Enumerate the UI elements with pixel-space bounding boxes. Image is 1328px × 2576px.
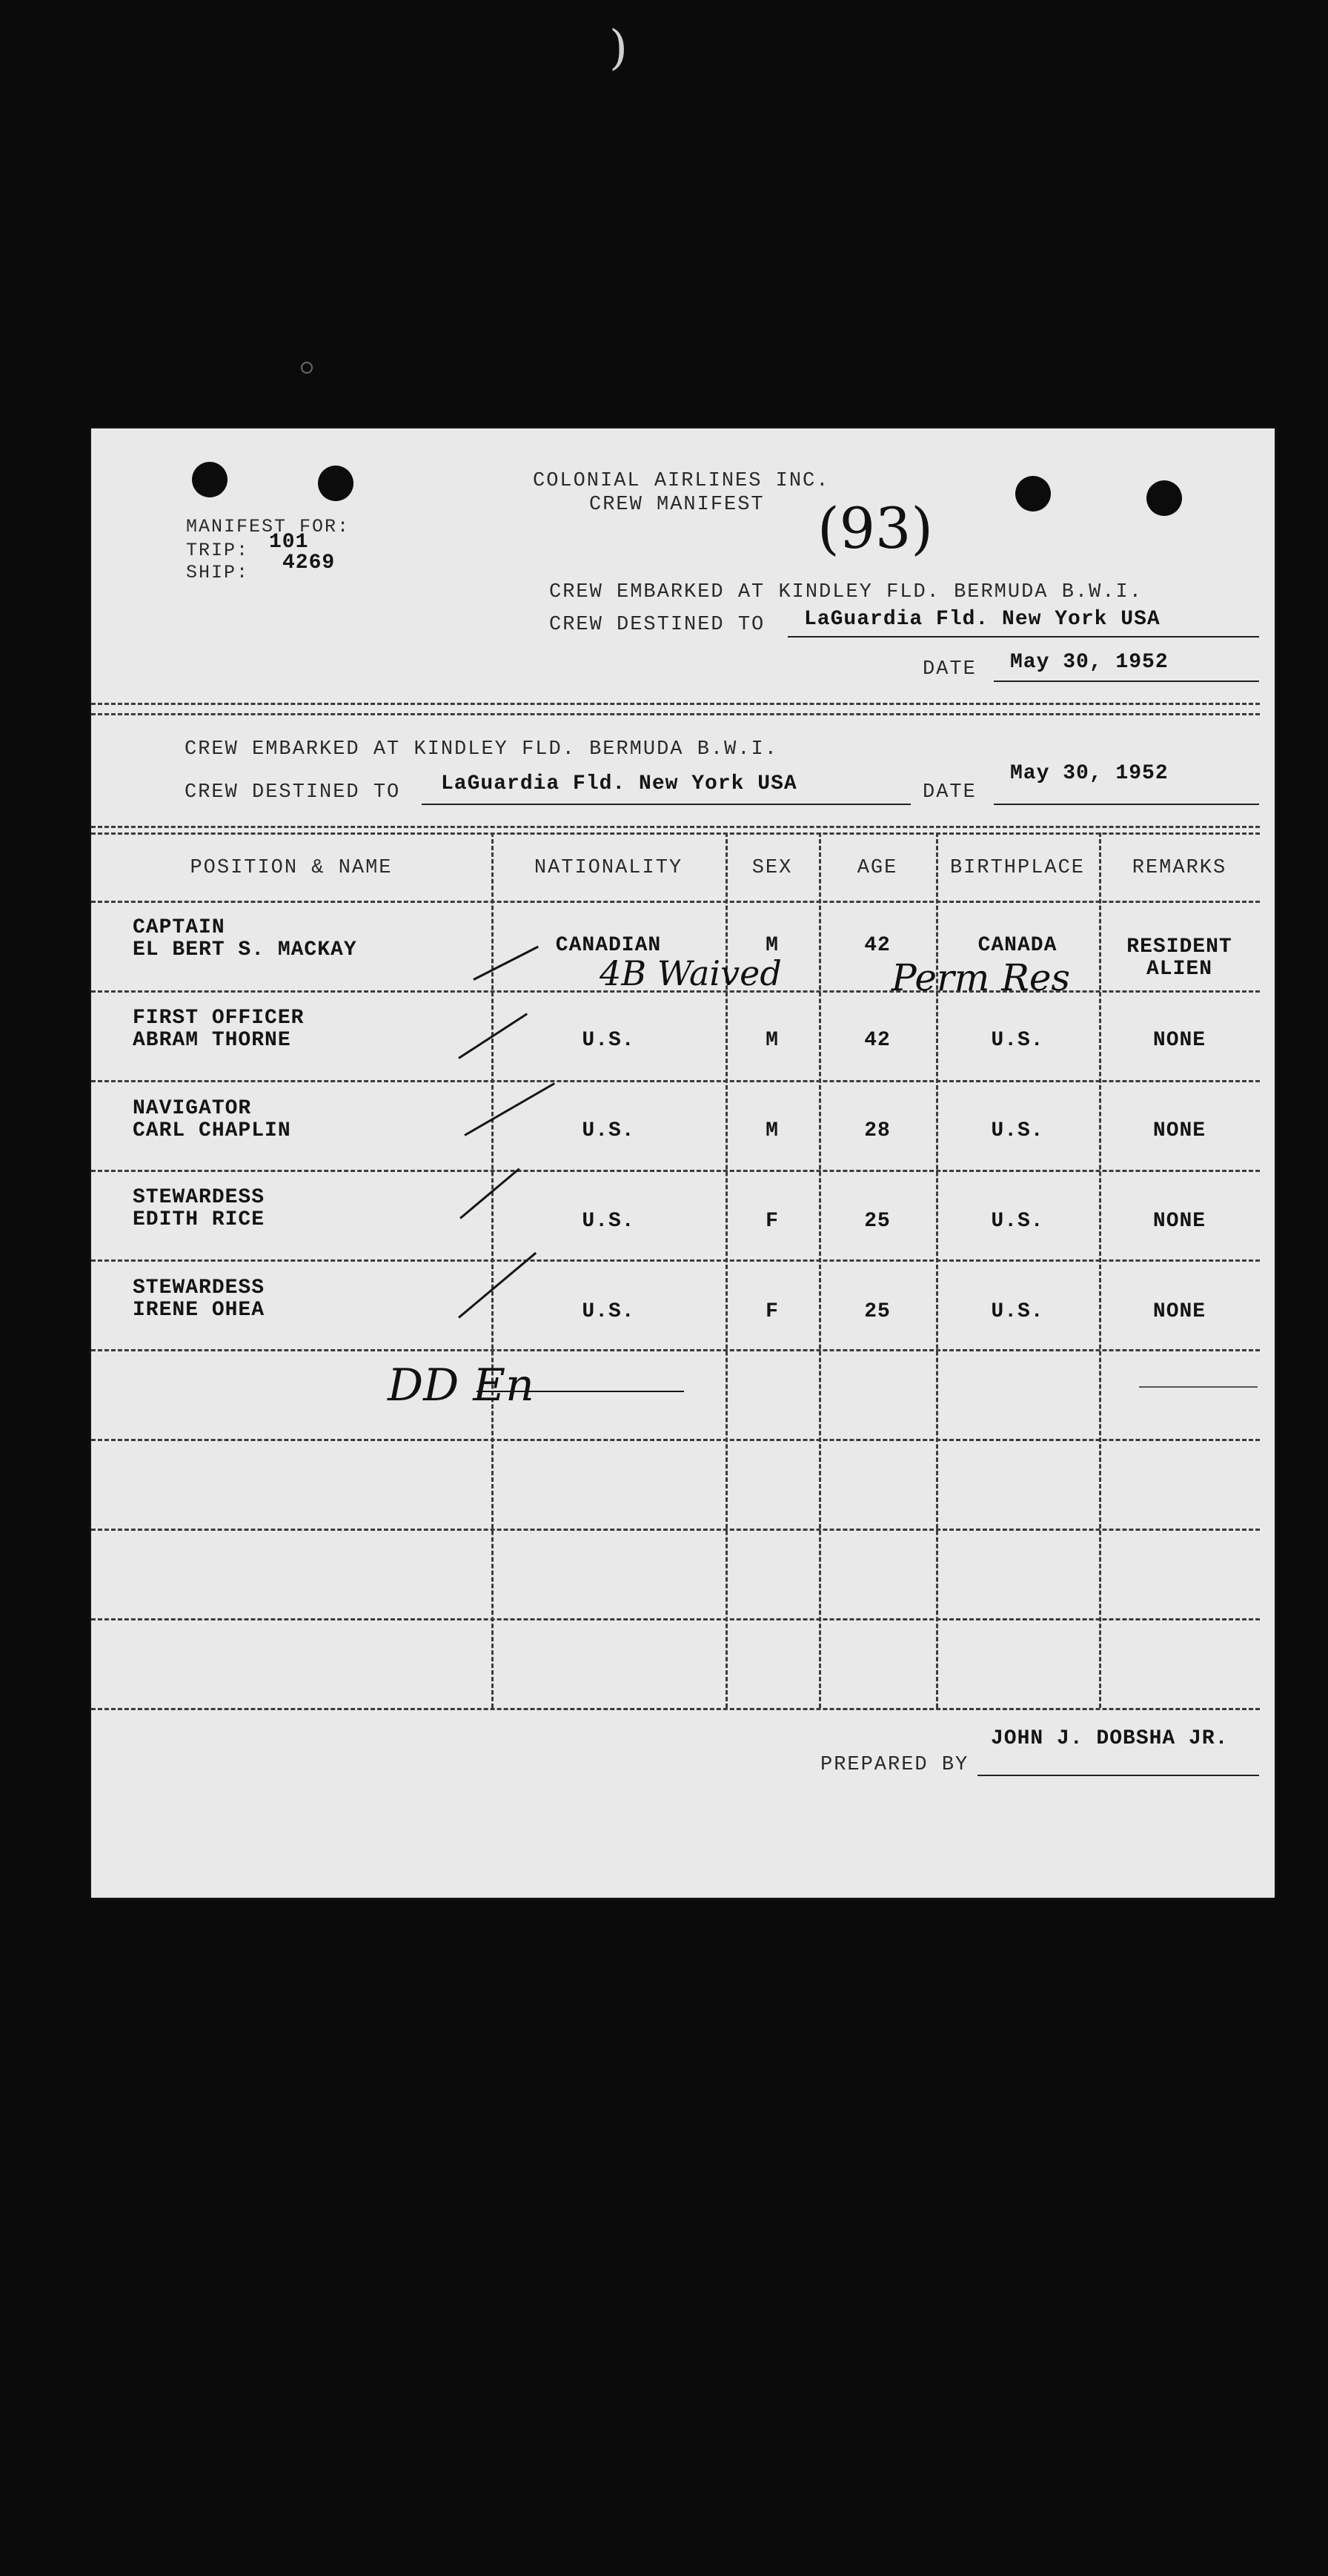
age-cell: 28 bbox=[864, 1119, 891, 1142]
birthplace-cell: CANADA bbox=[977, 934, 1058, 957]
punch-hole bbox=[1015, 476, 1051, 511]
manifest-for-label: MANIFEST FOR: bbox=[186, 516, 351, 537]
remarks-cell: NONE bbox=[1152, 1119, 1206, 1142]
header-birthplace: BIRTHPLACE bbox=[949, 857, 1086, 879]
sex-cell: F bbox=[766, 1300, 779, 1323]
sex-cell: M bbox=[766, 934, 779, 957]
age-cell: 25 bbox=[864, 1300, 891, 1323]
name-cell: CARL CHAPLIN bbox=[133, 1119, 291, 1142]
remarks-cell: NONE bbox=[1152, 1300, 1206, 1323]
trip-label: TRIP: bbox=[186, 540, 250, 561]
prepared-by-underline bbox=[977, 1775, 1259, 1776]
destined-value-2: LaGuardia Fld. New York USA bbox=[441, 772, 797, 795]
nationality-cell: CANADIAN bbox=[555, 934, 662, 957]
position-cell: NAVIGATOR bbox=[133, 1097, 252, 1120]
position-cell: FIRST OFFICER bbox=[133, 1007, 305, 1030]
age-cell: 42 bbox=[864, 934, 891, 957]
destined-value: LaGuardia Fld. New York USA bbox=[804, 608, 1161, 631]
nationality-cell: U.S. bbox=[582, 1029, 635, 1052]
remarks-cell: NONE bbox=[1152, 1210, 1206, 1233]
sex-cell: M bbox=[766, 1029, 779, 1052]
name-cell: EDITH RICE bbox=[133, 1208, 265, 1231]
remarks-cell: NONE bbox=[1152, 1029, 1206, 1052]
punch-hole bbox=[192, 462, 228, 497]
header-age: AGE bbox=[857, 857, 898, 879]
prepared-by-name: JOHN J. DOBSHA JR. bbox=[991, 1727, 1229, 1750]
punch-hole bbox=[1146, 480, 1182, 516]
punch-hole bbox=[318, 466, 353, 501]
table-top-border bbox=[91, 826, 1260, 828]
row-divider bbox=[91, 1170, 1260, 1172]
table-top-border bbox=[91, 832, 1260, 835]
date-value-2: May 30, 1952 bbox=[1010, 762, 1169, 785]
table-bottom-border bbox=[91, 1708, 1260, 1710]
birthplace-cell: U.S. bbox=[991, 1300, 1044, 1323]
nationality-cell: U.S. bbox=[582, 1119, 635, 1142]
embarked-label: CREW EMBARKED AT KINDLEY FLD. BERMUDA B.W.I. bbox=[549, 581, 1143, 603]
header-position-name: POSITION & NAME bbox=[190, 857, 393, 879]
scan-artifact-mark: ) bbox=[609, 21, 628, 76]
header-nationality: NATIONALITY bbox=[534, 857, 683, 879]
handwritten-reference: (93) bbox=[817, 495, 934, 561]
position-cell: STEWARDESS bbox=[133, 1277, 265, 1299]
date-underline-2 bbox=[994, 804, 1259, 805]
header-sex: SEX bbox=[751, 857, 793, 879]
crew-manifest-sheet bbox=[91, 428, 1275, 1898]
row-divider bbox=[91, 1259, 1260, 1262]
separator-line bbox=[91, 703, 1260, 705]
name-cell: EL BERT S. MACKAY bbox=[133, 938, 357, 961]
header-remarks: REMARKS bbox=[1132, 857, 1227, 879]
ship-label: SHIP: bbox=[186, 562, 250, 583]
column-divider bbox=[491, 832, 494, 1708]
nationality-cell: U.S. bbox=[582, 1210, 635, 1233]
nationality-cell: U.S. bbox=[582, 1300, 635, 1323]
column-divider bbox=[819, 832, 821, 1708]
sex-cell: M bbox=[766, 1119, 779, 1142]
age-cell: 42 bbox=[864, 1029, 891, 1052]
destined-label-2: CREW DESTINED TO bbox=[185, 781, 401, 804]
prepared-by-label: PREPARED BY bbox=[820, 1754, 969, 1776]
initials-underline bbox=[477, 1391, 684, 1392]
row-divider bbox=[91, 1529, 1260, 1531]
remarks-cell: ALIEN bbox=[1146, 958, 1212, 981]
destined-underline-2 bbox=[422, 804, 911, 805]
name-cell: ABRAM THORNE bbox=[133, 1029, 291, 1052]
position-cell: STEWARDESS bbox=[133, 1186, 265, 1209]
embarked-label-2: CREW EMBARKED AT KINDLEY FLD. BERMUDA B.W.I. bbox=[185, 738, 778, 761]
date-label-2: DATE bbox=[923, 781, 977, 804]
form-title: CREW MANIFEST bbox=[589, 494, 765, 516]
handwritten-annotation: 4B Waived bbox=[600, 953, 782, 993]
date-underline bbox=[994, 681, 1259, 682]
destined-underline bbox=[788, 636, 1259, 638]
name-cell: IRENE OHEA bbox=[133, 1299, 265, 1322]
company-name: COLONIAL AIRLINES INC. bbox=[533, 470, 830, 492]
ship-value: 4269 bbox=[282, 552, 336, 575]
birthplace-cell: U.S. bbox=[991, 1119, 1044, 1142]
destined-label: CREW DESTINED TO bbox=[549, 614, 766, 636]
date-value: May 30, 1952 bbox=[1010, 651, 1169, 674]
remarks-scribble bbox=[1139, 1386, 1258, 1388]
separator-line bbox=[91, 713, 1260, 715]
remarks-cell: RESIDENT bbox=[1126, 936, 1232, 958]
row-divider bbox=[91, 1349, 1260, 1351]
age-cell: 25 bbox=[864, 1210, 891, 1233]
position-cell: CAPTAIN bbox=[133, 916, 225, 939]
birthplace-cell: U.S. bbox=[991, 1210, 1044, 1233]
handwritten-initials: DD En bbox=[388, 1360, 534, 1411]
birthplace-cell: U.S. bbox=[991, 1029, 1044, 1052]
scan-artifact-dot bbox=[301, 362, 313, 374]
trip-value: 101 bbox=[269, 531, 309, 554]
row-divider bbox=[91, 1080, 1260, 1082]
row-divider bbox=[91, 1618, 1260, 1620]
handwritten-annotation: Perm Res bbox=[892, 956, 1071, 999]
sex-cell: F bbox=[766, 1210, 779, 1233]
row-divider bbox=[91, 1439, 1260, 1441]
date-label: DATE bbox=[923, 658, 977, 681]
row-divider bbox=[91, 901, 1260, 903]
